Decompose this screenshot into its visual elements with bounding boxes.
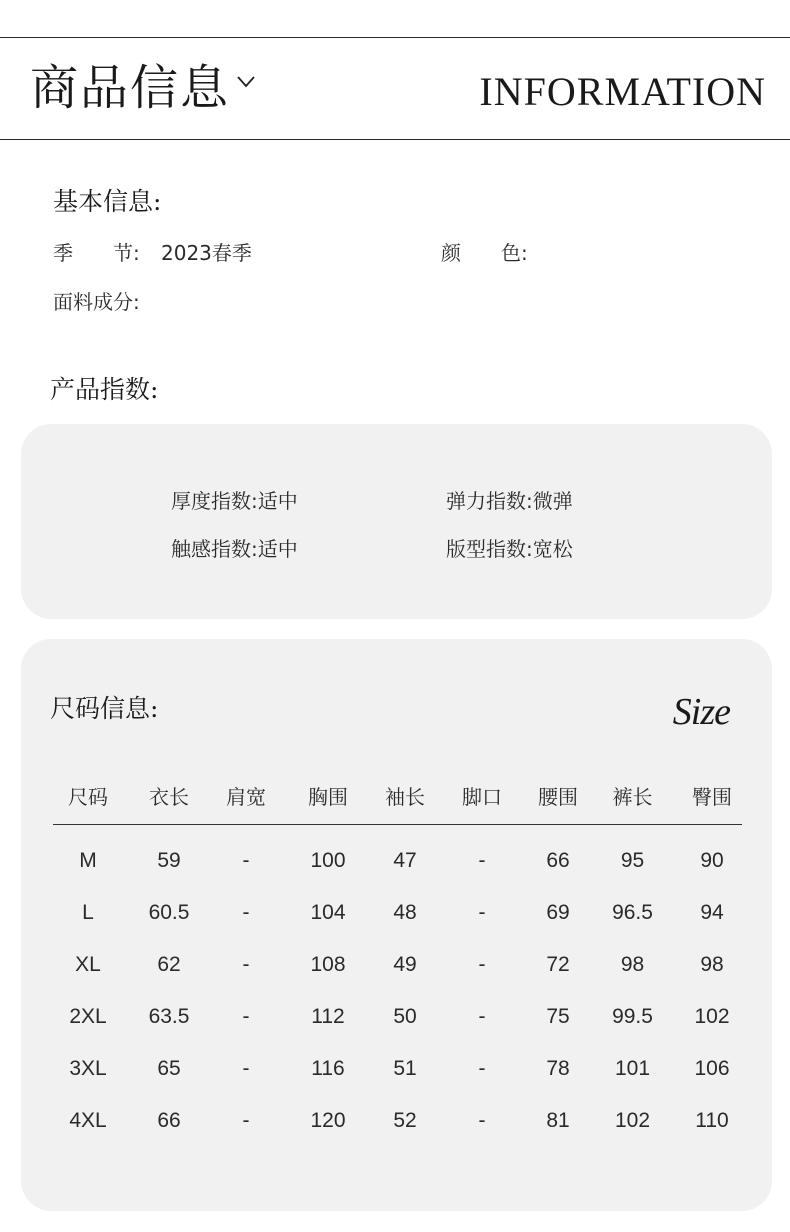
table-cell: 59 (157, 849, 181, 872)
season-value: 2023春季 (161, 241, 252, 265)
table-cell: 51 (393, 1057, 417, 1080)
table-cell: 102 (614, 1109, 651, 1132)
table-cell: L (82, 901, 94, 924)
table-cell: 4XL (69, 1109, 107, 1132)
table-cell: 108 (310, 953, 346, 976)
table-cell: 49 (393, 953, 417, 976)
table-cell: 60.5 (148, 901, 190, 924)
fit-index (446, 536, 573, 562)
table-cell: 120 (310, 1109, 346, 1132)
page-title: 商品信息 (30, 60, 231, 116)
thickness-index (171, 488, 298, 514)
table-cell: 98 (620, 953, 645, 976)
touch-index-label: 触感指数: (171, 537, 258, 561)
table-cell: 75 (546, 1005, 570, 1028)
size-table-header-row (53, 766, 742, 825)
header-bottom-divider (0, 139, 790, 140)
thickness-index-label: 厚度指数: (171, 489, 258, 513)
color-label: 颜 色: (441, 241, 528, 265)
header-chest: 胸围 (277, 766, 379, 825)
table-row (53, 991, 742, 1043)
table-cell: 50 (393, 1005, 417, 1028)
fit-index-value: 宽松 (532, 537, 573, 561)
table-cell: - (242, 901, 250, 924)
table-row (53, 1095, 742, 1147)
header-shoulder: 肩宽 (215, 766, 277, 825)
table-row (53, 887, 742, 939)
table-cell: - (478, 849, 486, 872)
table-cell: - (242, 1005, 250, 1028)
table-cell: 102 (694, 1005, 730, 1028)
top-divider (0, 37, 790, 38)
table-cell: - (478, 1057, 486, 1080)
table-cell: 94 (700, 901, 724, 924)
table-cell: 66 (157, 1109, 181, 1132)
touch-index (171, 536, 298, 562)
elasticity-index-value: 微弹 (532, 489, 573, 513)
header-waist: 腰围 (533, 766, 583, 825)
page-title-english: INFORMATION (479, 69, 766, 114)
season-label: 季 节: (53, 241, 140, 265)
table-cell: 72 (546, 953, 570, 976)
basic-info-title: 基本信息: (53, 187, 162, 216)
header-pants-length: 裤长 (583, 766, 682, 825)
table-cell: 69 (546, 901, 570, 924)
table-cell: 106 (694, 1057, 730, 1080)
table-cell: 110 (695, 1109, 729, 1132)
table-cell: 2XL (69, 1005, 107, 1028)
header-hem: 脚口 (431, 766, 533, 825)
table-cell: 116 (311, 1057, 345, 1080)
table-cell: 78 (546, 1057, 570, 1080)
table-cell: 52 (393, 1109, 417, 1132)
table-cell: 63.5 (148, 1005, 190, 1028)
size-table (53, 766, 742, 1147)
size-info-title: 尺码信息: (50, 694, 159, 723)
table-cell: 104 (310, 901, 346, 924)
table-cell: 100 (310, 849, 346, 872)
table-row (53, 1043, 742, 1095)
table-cell: - (242, 1057, 250, 1080)
table-cell: - (242, 953, 250, 976)
header-sleeve: 袖长 (379, 766, 431, 825)
table-cell: - (242, 849, 250, 872)
header-size: 尺码 (53, 766, 123, 825)
thickness-index-value: 适中 (257, 489, 298, 513)
table-cell: 48 (393, 901, 417, 924)
table-cell: 95 (620, 849, 645, 872)
table-cell: 112 (311, 1005, 345, 1028)
table-row (53, 825, 742, 888)
table-cell: - (478, 1005, 486, 1028)
chevron-down-icon[interactable] (237, 76, 255, 88)
table-cell: 96.5 (612, 901, 653, 924)
table-cell: 81 (546, 1109, 570, 1132)
table-cell: - (478, 901, 486, 924)
fit-index-label: 版型指数: (446, 537, 533, 561)
table-cell: XL (75, 953, 101, 976)
table-cell: 101 (614, 1057, 651, 1080)
table-cell: 3XL (69, 1057, 107, 1080)
elasticity-index (446, 488, 573, 514)
table-cell: 90 (700, 849, 724, 872)
elasticity-index-label: 弹力指数: (446, 489, 533, 513)
product-index-title: 产品指数: (50, 375, 159, 404)
table-cell: 66 (546, 849, 570, 872)
size-logo-text: Size (672, 691, 730, 733)
product-index-panel (21, 424, 772, 619)
table-row (53, 939, 742, 991)
header-length: 衣长 (123, 766, 215, 825)
touch-index-value: 适中 (257, 537, 298, 561)
table-cell: - (242, 1109, 250, 1132)
table-cell: 98 (700, 953, 724, 976)
table-cell: - (478, 953, 486, 976)
table-cell: - (478, 1109, 486, 1132)
fabric-label: 面料成分: (53, 290, 140, 314)
header-hip: 臀围 (682, 766, 742, 825)
table-cell: 99.5 (612, 1005, 653, 1028)
table-cell: 62 (157, 953, 181, 976)
table-cell: M (79, 849, 97, 872)
table-cell: 65 (157, 1057, 181, 1080)
size-logo (673, 690, 730, 734)
table-cell: 47 (393, 849, 417, 872)
